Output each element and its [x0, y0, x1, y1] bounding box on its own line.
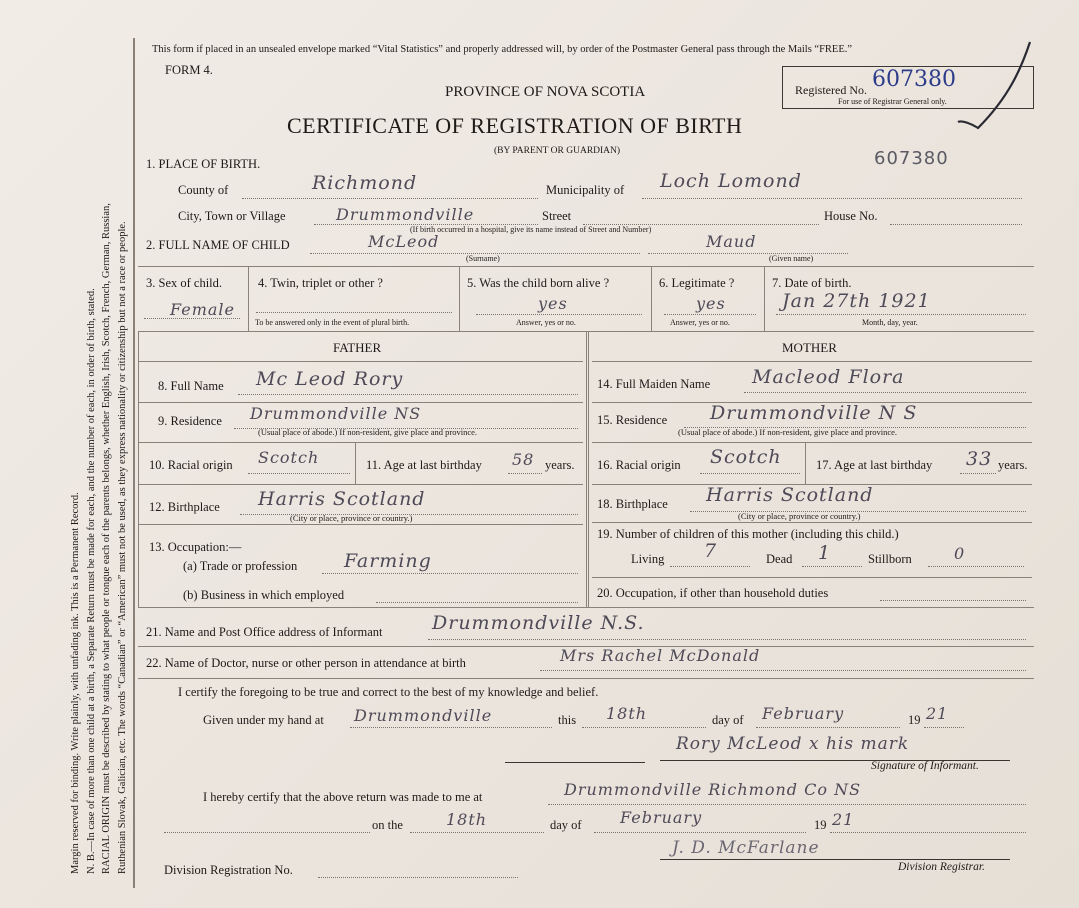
page-title: CERTIFICATE OF REGISTRATION OF BIRTH — [287, 113, 743, 138]
street-label: Street — [542, 209, 572, 223]
given-place: Drummondville — [354, 706, 493, 725]
father-birthplace: Harris Scotland — [258, 488, 426, 510]
father-residence-note: (Usual place of abode.) If non-resident, give place and province. — [258, 427, 478, 437]
informant-label: 21. Name and Post Office address of Informant — [146, 625, 383, 639]
stillborn-value: 0 — [954, 544, 966, 563]
margin-note-3: RACIAL ORIGIN must be described by stating to what people or tongue each of the parents belongs, whether English, Irish, Scotch, French, German, Russian, — [101, 203, 112, 874]
mail-notice: This form if placed in an unsealed envelope marked “Vital Statistics” and properly addressed will, by order of the Postmaster General pass through the Mails “FREE.” — [152, 44, 853, 55]
dead-label: Dead — [766, 552, 793, 566]
city-value: Drummondville — [336, 205, 475, 224]
house-label: House No. — [824, 209, 878, 223]
legitimate-note: Answer, yes or no. — [670, 318, 730, 327]
mother-children-label: 19. Number of children of this mother (including this child.) — [597, 527, 899, 541]
date-label: 7. Date of birth. — [772, 276, 852, 290]
mother-birthplace-note: (City or place, province or country.) — [738, 511, 861, 521]
city-label: City, Town or Village — [178, 209, 286, 223]
margin-note-2: N. B.—In case of more than one child at a birth, a Separate Return must be made for each, and the number of each, in order of birth, stated. — [86, 288, 97, 874]
given-caption: (Given name) — [769, 254, 814, 263]
stillborn-label: Stillborn — [868, 552, 912, 566]
given-under-label: Given under my hand at — [203, 713, 324, 727]
registrar-month: February — [620, 808, 703, 827]
this-label: this — [558, 713, 577, 727]
mother-name: Macleod Flora — [752, 366, 905, 388]
alive-label: 5. Was the child born alive ? — [467, 276, 610, 290]
father-heading: FATHER — [333, 340, 382, 355]
father-name: Mc Leod Rory — [256, 368, 404, 390]
stamp-number: 607380 — [874, 148, 949, 169]
child-given-name: Maud — [706, 232, 757, 251]
form-number: FORM 4. — [165, 63, 213, 77]
informant-value: Drummondville N.S. — [432, 612, 645, 634]
date-value: Jan 27th 1921 — [782, 290, 931, 312]
father-business-label: (b) Business in which employed — [183, 588, 345, 602]
doctor-value: Mrs Rachel McDonald — [560, 646, 761, 665]
margin-note-4: Ruthenian Slovak, Galician, etc. The words “Canadian” or “American” must not be used, as they express nationality or citizenship but not a race or people. — [117, 221, 128, 874]
father-trade-label: (a) Trade or profession — [183, 559, 298, 573]
alive-value: yes — [538, 294, 568, 313]
division-registrar-caption: Division Registrar. — [898, 861, 985, 873]
registered-label: Registered No. — [795, 83, 867, 97]
father-age-label: 11. Age at last birthday — [366, 458, 482, 472]
mother-name-label: 14. Full Maiden Name — [597, 377, 711, 391]
division-registration-label: Division Registration No. — [164, 863, 293, 877]
pen-check-mark — [950, 36, 1040, 136]
legitimate-label: 6. Legitimate ? — [659, 276, 735, 290]
given-year-suffix: 21 — [926, 704, 949, 723]
living-label: Living — [631, 552, 665, 566]
sex-value: Female — [170, 300, 235, 319]
living-value: 7 — [704, 540, 718, 562]
place-of-birth-label: 1. PLACE OF BIRTH. — [146, 157, 261, 171]
legitimate-value: yes — [696, 294, 726, 313]
informant-signature-caption: Signature of Informant. — [871, 760, 979, 772]
registrar-place: Drummondville Richmond Co NS — [564, 780, 862, 799]
mother-residence-note: (Usual place of abode.) If non-resident, give place and province. — [678, 427, 898, 437]
child-name-label: 2. FULL NAME OF CHILD — [146, 238, 290, 252]
mother-birthplace-label: 18. Birthplace — [597, 497, 668, 511]
margin-rule — [133, 38, 135, 888]
mother-birthplace: Harris Scotland — [706, 484, 874, 506]
father-name-label: 8. Full Name — [158, 379, 224, 393]
street-note: (If birth occurred in a hospital, give its name instead of Street and Number) — [410, 225, 652, 234]
father-residence-label: 9. Residence — [158, 414, 222, 428]
father-occupation-label: 13. Occupation:— — [149, 540, 242, 554]
mother-occupation-label: 20. Occupation, if other than household duties — [597, 586, 829, 600]
surname-caption: (Surname) — [466, 254, 500, 263]
mother-race-label: 16. Racial origin — [597, 458, 681, 472]
alive-note: Answer, yes or no. — [516, 318, 576, 327]
registrar-day-of-label: day of — [550, 818, 582, 832]
registrar-day: 18th — [446, 810, 488, 829]
registrar-certify: I hereby certify that the above return was made to me at — [203, 790, 483, 804]
registered-number: 607380 — [872, 67, 956, 92]
doctor-label: 22. Name of Doctor, nurse or other person in attendance at birth — [146, 656, 466, 670]
child-surname: McLeod — [368, 232, 440, 251]
mother-age-label: 17. Age at last birthday — [816, 458, 933, 472]
given-day: 18th — [606, 704, 648, 723]
father-birthplace-note: (City or place, province or country.) — [290, 513, 413, 523]
father-race-label: 10. Racial origin — [149, 458, 233, 472]
mother-age: 33 — [966, 448, 993, 470]
county-label: County of — [178, 183, 229, 197]
margin-note-1: Margin reserved for binding. Write plainly, with unfading ink. This is a Permanent Record. — [70, 492, 81, 874]
province-heading: PROVINCE OF NOVA SCOTIA — [445, 84, 646, 100]
date-note: Month, day, year. — [862, 318, 918, 327]
mother-race: Scotch — [710, 446, 782, 468]
sex-label: 3. Sex of child. — [146, 276, 223, 290]
municipality-value: Loch Lomond — [660, 170, 802, 192]
given-year-prefix: 19 — [908, 713, 921, 727]
dead-value: 1 — [818, 542, 832, 564]
father-years: years. — [545, 458, 575, 472]
father-residence: Drummondville NS — [250, 404, 422, 423]
father-race: Scotch — [258, 448, 320, 467]
twin-label: 4. Twin, triplet or other ? — [258, 276, 383, 290]
mother-residence: Drummondville N S — [710, 402, 918, 424]
given-month: February — [762, 704, 845, 723]
registrar-signature: J. D. McFarlane — [672, 838, 820, 858]
mother-heading: MOTHER — [782, 340, 837, 355]
registrar-year-prefix: 19 — [814, 818, 827, 832]
day-of-label: day of — [712, 713, 744, 727]
registrar-note: For use of Registrar General only. — [838, 97, 947, 106]
county-value: Richmond — [312, 172, 418, 194]
father-trade: Farming — [344, 550, 432, 572]
mother-years: years. — [998, 458, 1028, 472]
twin-note: To be answered only in the event of plural birth. — [255, 318, 410, 327]
father-age: 58 — [512, 450, 535, 469]
on-the-label: on the — [372, 818, 403, 832]
registrar-year-suffix: 21 — [832, 810, 855, 829]
informant-signature: Rory McLeod x his mark — [676, 734, 910, 754]
mother-residence-label: 15. Residence — [597, 413, 668, 427]
certify-statement: I certify the foregoing to be true and correct to the best of my knowledge and belief. — [178, 685, 599, 699]
father-birthplace-label: 12. Birthplace — [149, 500, 220, 514]
page-subtitle: (BY PARENT OR GUARDIAN) — [494, 146, 621, 156]
municipality-label: Municipality of — [546, 183, 625, 197]
